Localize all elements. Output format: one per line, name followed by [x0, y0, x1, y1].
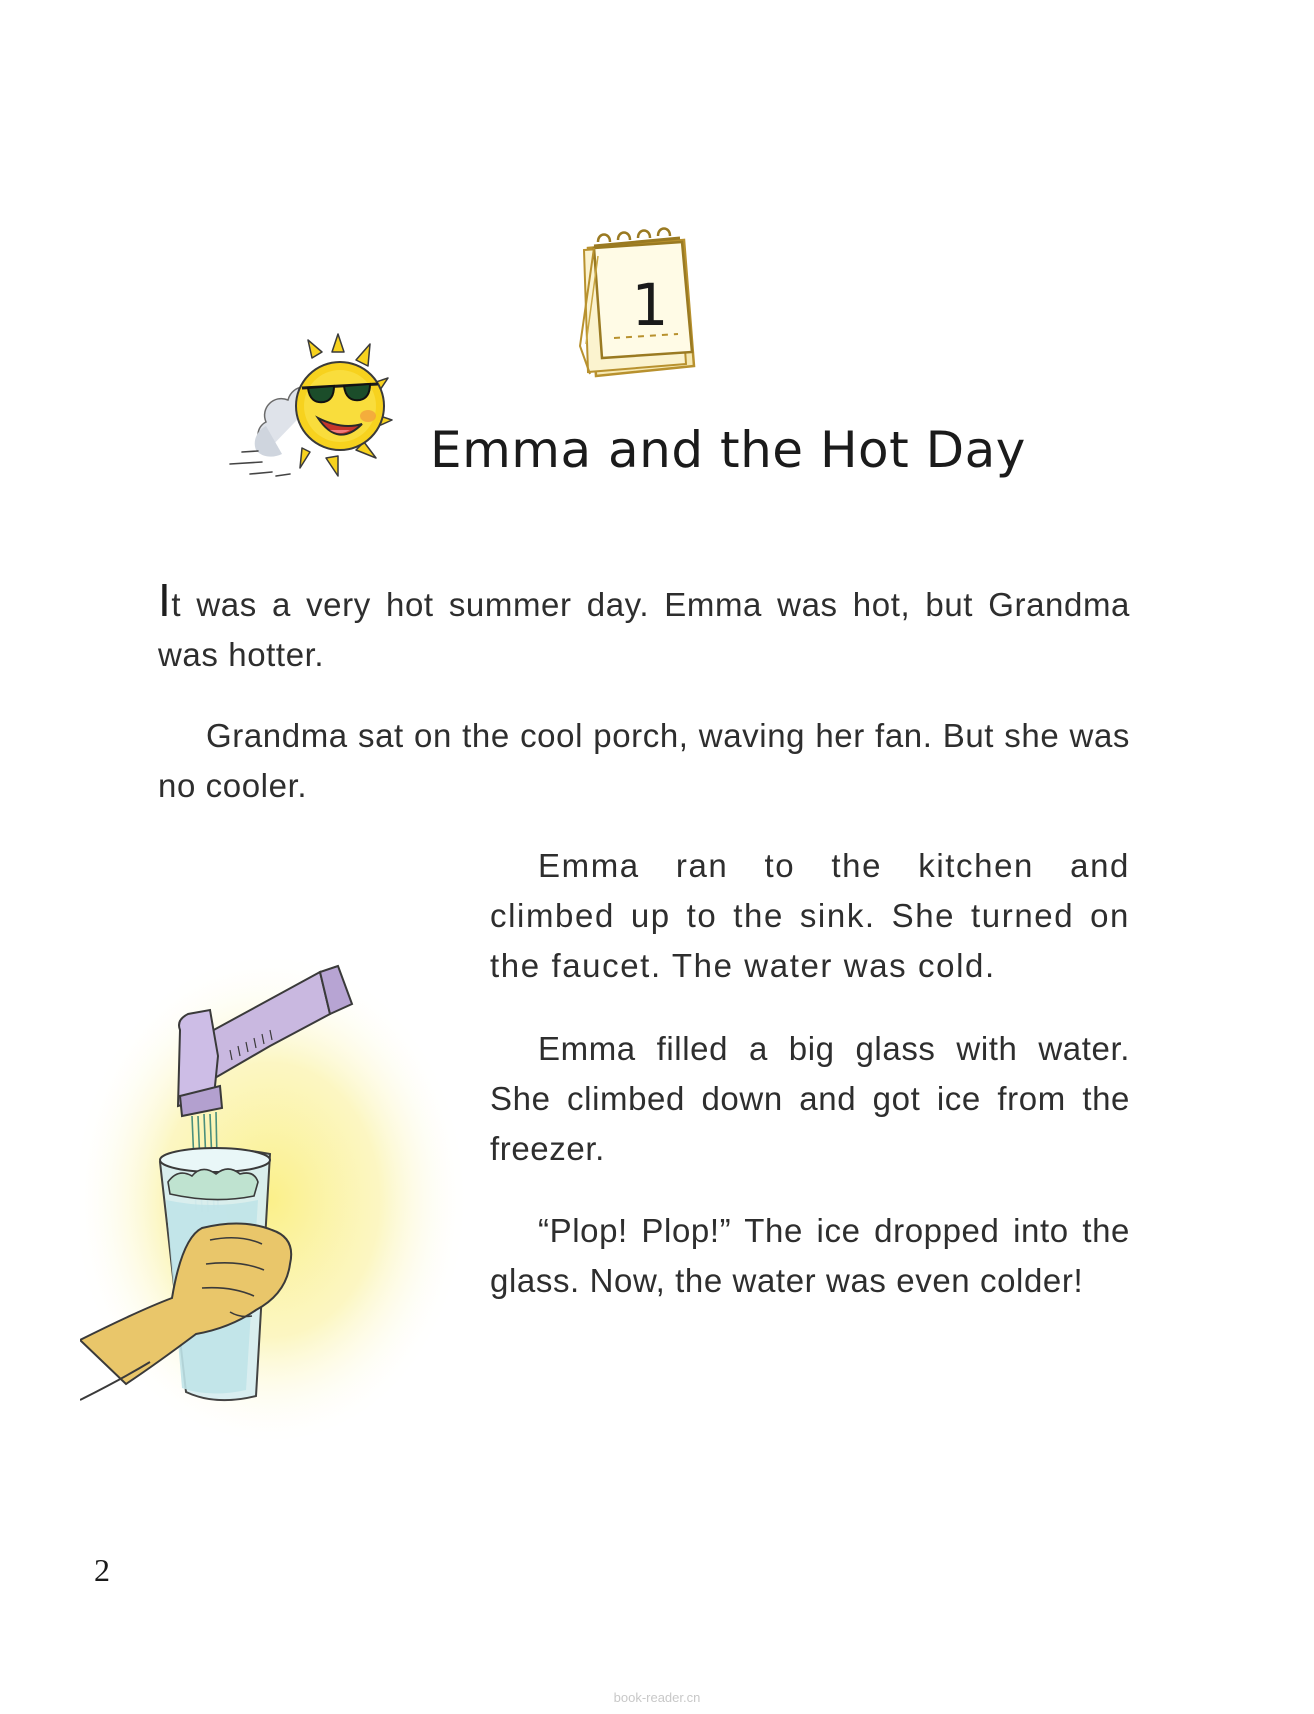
- faucet-and-glass-illustration: [80, 920, 480, 1440]
- paragraph-2: Grandma sat on the cool porch, waving her fan. But she was no cooler.: [158, 717, 1130, 804]
- drop-cap: I: [158, 574, 172, 626]
- paragraph-1: [158, 574, 1130, 680]
- chapter-title: Emma and the Hot Day: [430, 421, 1026, 479]
- page-number: 2: [94, 1552, 110, 1588]
- paragraph-4: Emma filled a big glass with water. She climbed down and got ice from the freezer.: [490, 1030, 1130, 1167]
- paragraph-3: Emma ran to the kitchen and climbed up to the sink. She turned on the faucet. The water was cold.: [490, 847, 1130, 984]
- watermark: book-reader.cn: [613, 1690, 701, 1705]
- sun-with-sunglasses-icon: [228, 330, 408, 490]
- paragraph-5: “Plop! Plop!” The ice dropped into the glass. Now, the water was even colder!: [490, 1212, 1130, 1299]
- chapter-number: 1: [631, 271, 669, 339]
- paragraph-1-text: t was a very hot summer day. Emma was hot, but Grandma was hotter.: [158, 586, 1130, 673]
